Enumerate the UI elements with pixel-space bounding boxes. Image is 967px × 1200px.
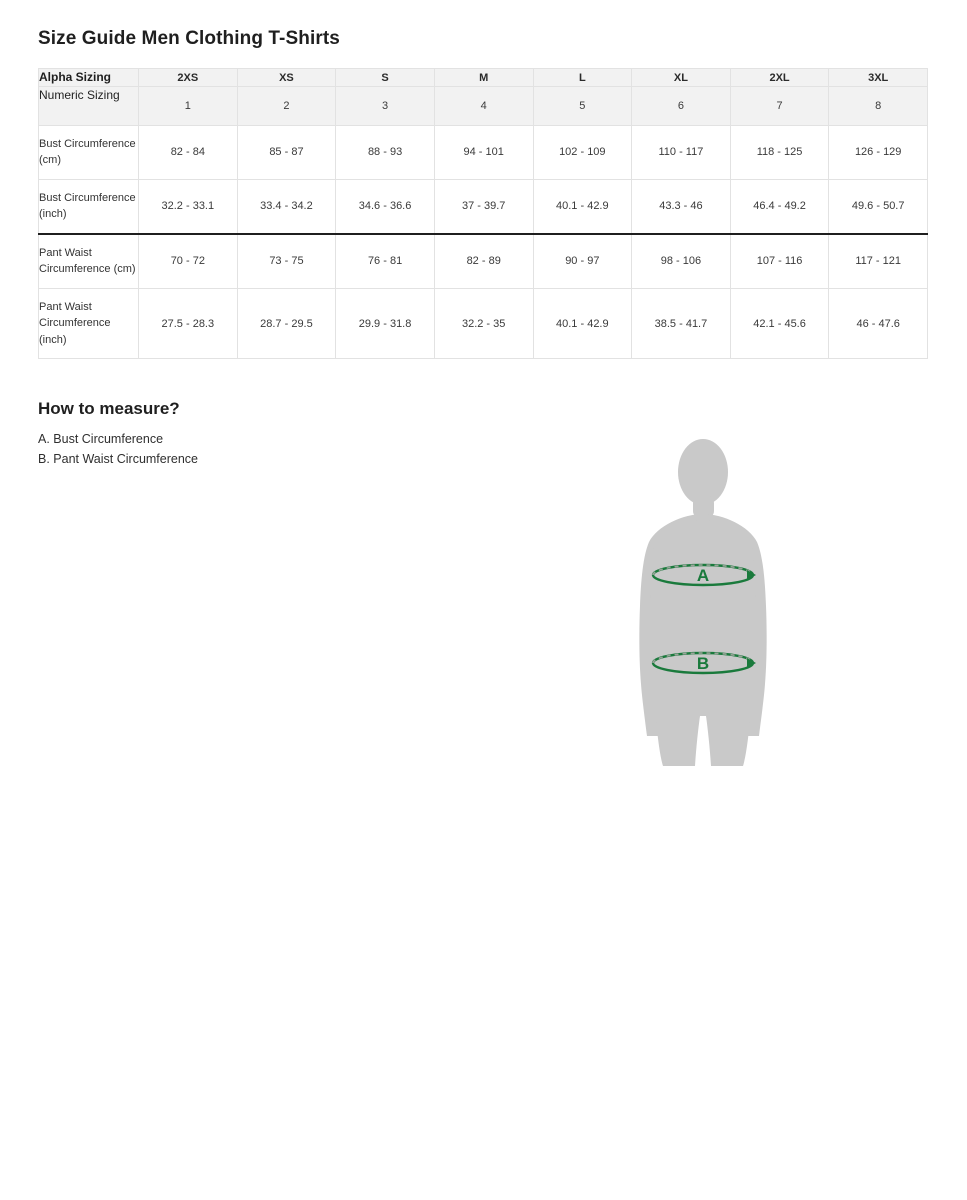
cell-alpha-3: M <box>434 69 533 87</box>
cell-pant-inch-0: 27.5 - 28.3 <box>139 288 238 359</box>
cell-pant-inch-5: 38.5 - 41.7 <box>632 288 731 359</box>
table-row-alpha-sizing <box>39 69 928 87</box>
cell-bust-inch-7: 49.6 - 50.7 <box>829 179 928 234</box>
waist-label: B <box>696 654 710 673</box>
cell-pant-cm-2: 76 - 81 <box>336 234 435 289</box>
row-header-pant-cm: Pant Waist Circumference (cm) <box>39 234 139 289</box>
cell-alpha-7: 3XL <box>829 69 928 87</box>
cell-bust-cm-2: 88 - 93 <box>336 125 435 179</box>
cell-pant-inch-2: 29.9 - 31.8 <box>336 288 435 359</box>
cell-alpha-0: 2XS <box>139 69 238 87</box>
cell-bust-inch-3: 37 - 39.7 <box>434 179 533 234</box>
cell-pant-cm-7: 117 - 121 <box>829 234 928 289</box>
cell-bust-inch-2: 34.6 - 36.6 <box>336 179 435 234</box>
cell-pant-inch-3: 32.2 - 35 <box>434 288 533 359</box>
table-row-pant-inch <box>39 288 928 359</box>
cell-numeric-4: 5 <box>533 87 632 125</box>
cell-bust-cm-6: 118 - 125 <box>730 125 829 179</box>
cell-bust-inch-1: 33.4 - 34.2 <box>237 179 336 234</box>
measurement-figure <box>595 430 835 790</box>
cell-bust-cm-5: 110 - 117 <box>632 125 731 179</box>
cell-numeric-7: 8 <box>829 87 928 125</box>
how-to-measure-title: How to measure? <box>38 399 180 419</box>
cell-numeric-5: 6 <box>632 87 731 125</box>
cell-numeric-0: 1 <box>139 87 238 125</box>
cell-alpha-1: XS <box>237 69 336 87</box>
bust-label: A <box>696 566 710 585</box>
cell-pant-inch-4: 40.1 - 42.9 <box>533 288 632 359</box>
cell-pant-cm-5: 98 - 106 <box>632 234 731 289</box>
cell-bust-cm-1: 85 - 87 <box>237 125 336 179</box>
page-title: Size Guide Men Clothing T-Shirts <box>38 28 340 49</box>
cell-numeric-3: 4 <box>434 87 533 125</box>
cell-pant-cm-1: 73 - 75 <box>237 234 336 289</box>
cell-bust-inch-4: 40.1 - 42.9 <box>533 179 632 234</box>
cell-alpha-2: S <box>336 69 435 87</box>
cell-alpha-6: 2XL <box>730 69 829 87</box>
table-row-pant-cm <box>39 234 928 289</box>
table-row-bust-cm <box>39 125 928 179</box>
size-chart-table <box>38 68 928 359</box>
cell-numeric-1: 2 <box>237 87 336 125</box>
cell-bust-cm-0: 82 - 84 <box>139 125 238 179</box>
cell-pant-cm-3: 82 - 89 <box>434 234 533 289</box>
cell-numeric-2: 3 <box>336 87 435 125</box>
cell-bust-inch-5: 43.3 - 46 <box>632 179 731 234</box>
body-diagram-icon <box>595 430 835 790</box>
cell-bust-cm-7: 126 - 129 <box>829 125 928 179</box>
measure-item-a: A. Bust Circumference <box>38 432 164 447</box>
cell-pant-inch-7: 46 - 47.6 <box>829 288 928 359</box>
row-header-bust-inch: Bust Circumference (inch) <box>39 179 139 234</box>
cell-numeric-6: 7 <box>730 87 829 125</box>
cell-bust-inch-6: 46.4 - 49.2 <box>730 179 829 234</box>
cell-pant-inch-1: 28.7 - 29.5 <box>237 288 336 359</box>
cell-alpha-5: XL <box>632 69 731 87</box>
row-header-pant-inch: Pant Waist Circumference (inch) <box>39 288 139 359</box>
table-row-numeric-sizing <box>39 87 928 125</box>
cell-bust-cm-4: 102 - 109 <box>533 125 632 179</box>
measure-item-b: B. Pant Waist Circumference <box>38 452 199 467</box>
cell-bust-cm-3: 94 - 101 <box>434 125 533 179</box>
cell-alpha-4: L <box>533 69 632 87</box>
row-header-alpha-sizing: Alpha Sizing <box>39 69 139 87</box>
cell-bust-inch-0: 32.2 - 33.1 <box>139 179 238 234</box>
row-header-bust-cm: Bust Circumference (cm) <box>39 125 139 179</box>
row-header-numeric-sizing: Numeric Sizing <box>39 87 139 125</box>
cell-pant-cm-0: 70 - 72 <box>139 234 238 289</box>
cell-pant-cm-6: 107 - 116 <box>730 234 829 289</box>
size-guide-page <box>0 0 967 469</box>
cell-pant-inch-6: 42.1 - 45.6 <box>730 288 829 359</box>
cell-pant-cm-4: 90 - 97 <box>533 234 632 289</box>
table-row-bust-inch <box>39 179 928 234</box>
